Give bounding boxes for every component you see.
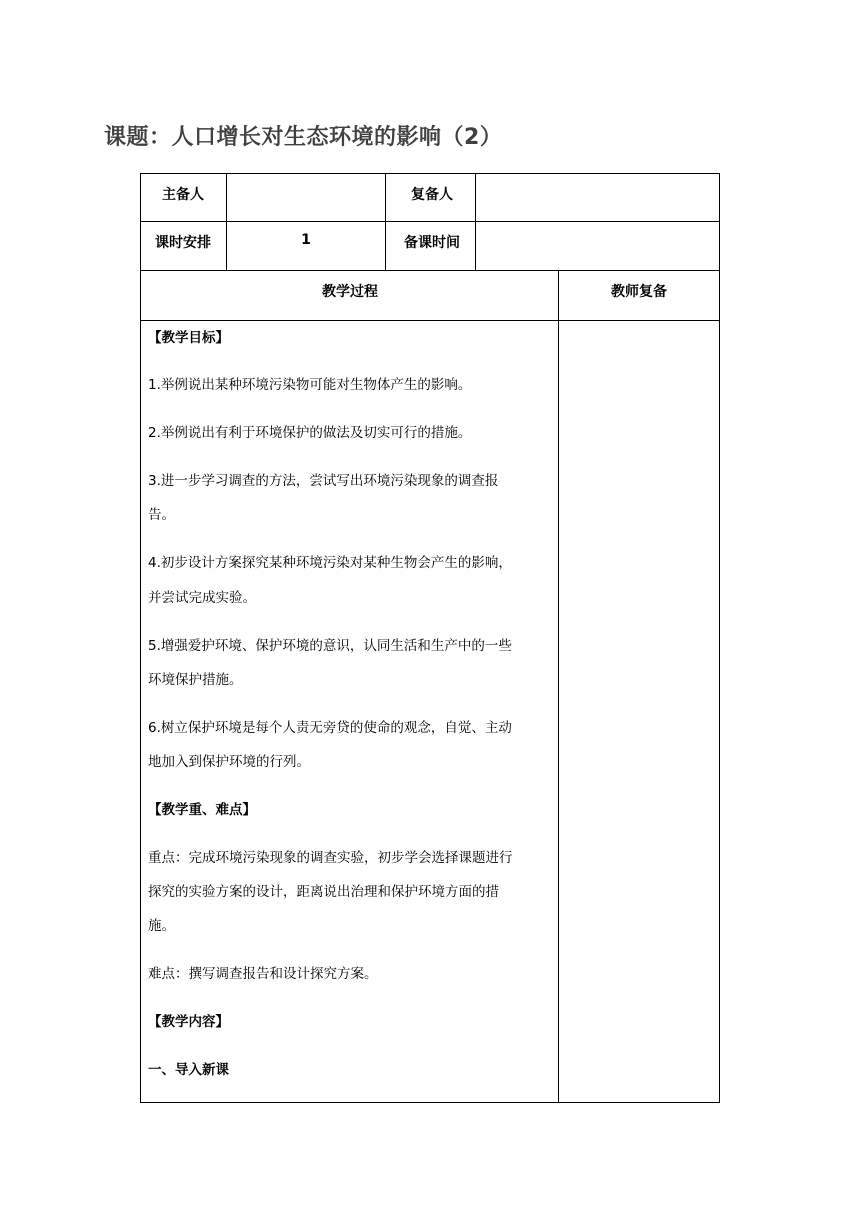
- goal-4-line-1: 4.初步设计方案探究某种环境污染对某种生物会产生的影响，: [148, 555, 512, 571]
- goal-4-line-2: 并尝试完成实验。: [148, 590, 256, 606]
- table-border-top: [140, 173, 720, 174]
- header-teaching-process: 教学过程: [322, 284, 378, 300]
- goal-2: 2.举例说出有利于环境保护的做法及切实可行的措施。: [148, 425, 472, 441]
- row-divider-1: [140, 221, 720, 222]
- goal-5-line-1: 5.增强爱护环境、保护环境的意识，认同生活和生产中的一些: [148, 638, 512, 654]
- content-heading: 【教学内容】: [148, 1014, 229, 1030]
- key-point-line-2: 探究的实验方案的设计，距离说出治理和保护环境方面的措: [148, 884, 499, 900]
- table-border-left: [140, 173, 141, 1103]
- row-divider-2: [140, 270, 720, 271]
- col-divider-2: [385, 173, 386, 271]
- key-point-line-3: 施。: [148, 918, 175, 934]
- goal-3-line-1: 3.进一步学习调查的方法，尝试写出环境污染现象的调查报: [148, 473, 499, 489]
- label-main-preparer: 主备人: [162, 187, 204, 203]
- label-lesson-hours: 课时安排: [155, 235, 211, 251]
- goal-6-line-1: 6.树立保护环境是每个人责无旁贷的使命的观念，自觉、主动: [148, 720, 512, 736]
- table-border-bottom: [140, 1102, 720, 1103]
- value-lesson-hours[interactable]: 1: [301, 232, 311, 248]
- goal-5-line-2: 环境保护措施。: [148, 672, 243, 688]
- goal-6-line-2: 地加入到保护环境的行列。: [148, 754, 310, 770]
- col-divider-3: [475, 173, 476, 271]
- table-border-right: [719, 173, 720, 1103]
- key-point-line-1: 重点：完成环境污染现象的调查实验，初步学会选择课题进行: [148, 850, 513, 866]
- label-prep-time: 备课时间: [404, 235, 460, 251]
- label-co-preparer: 复备人: [411, 187, 453, 203]
- page-title: 课题：人口增长对生态环境的影响（2）: [104, 125, 503, 150]
- goal-3-line-2: 告。: [148, 507, 175, 523]
- goal-1: 1.举例说出某种环境污染物可能对生物体产生的影响。: [148, 377, 472, 393]
- section-intro-new-lesson: 一、导入新课: [148, 1062, 229, 1078]
- header-teacher-review: 教师复备: [611, 284, 667, 300]
- col-divider-main: [558, 270, 559, 1103]
- col-divider-1: [226, 173, 227, 271]
- goals-heading: 【教学目标】: [148, 330, 229, 346]
- difficulty-point: 难点：撰写调查报告和设计探究方案。: [148, 966, 378, 982]
- key-points-heading: 【教学重、难点】: [148, 802, 256, 818]
